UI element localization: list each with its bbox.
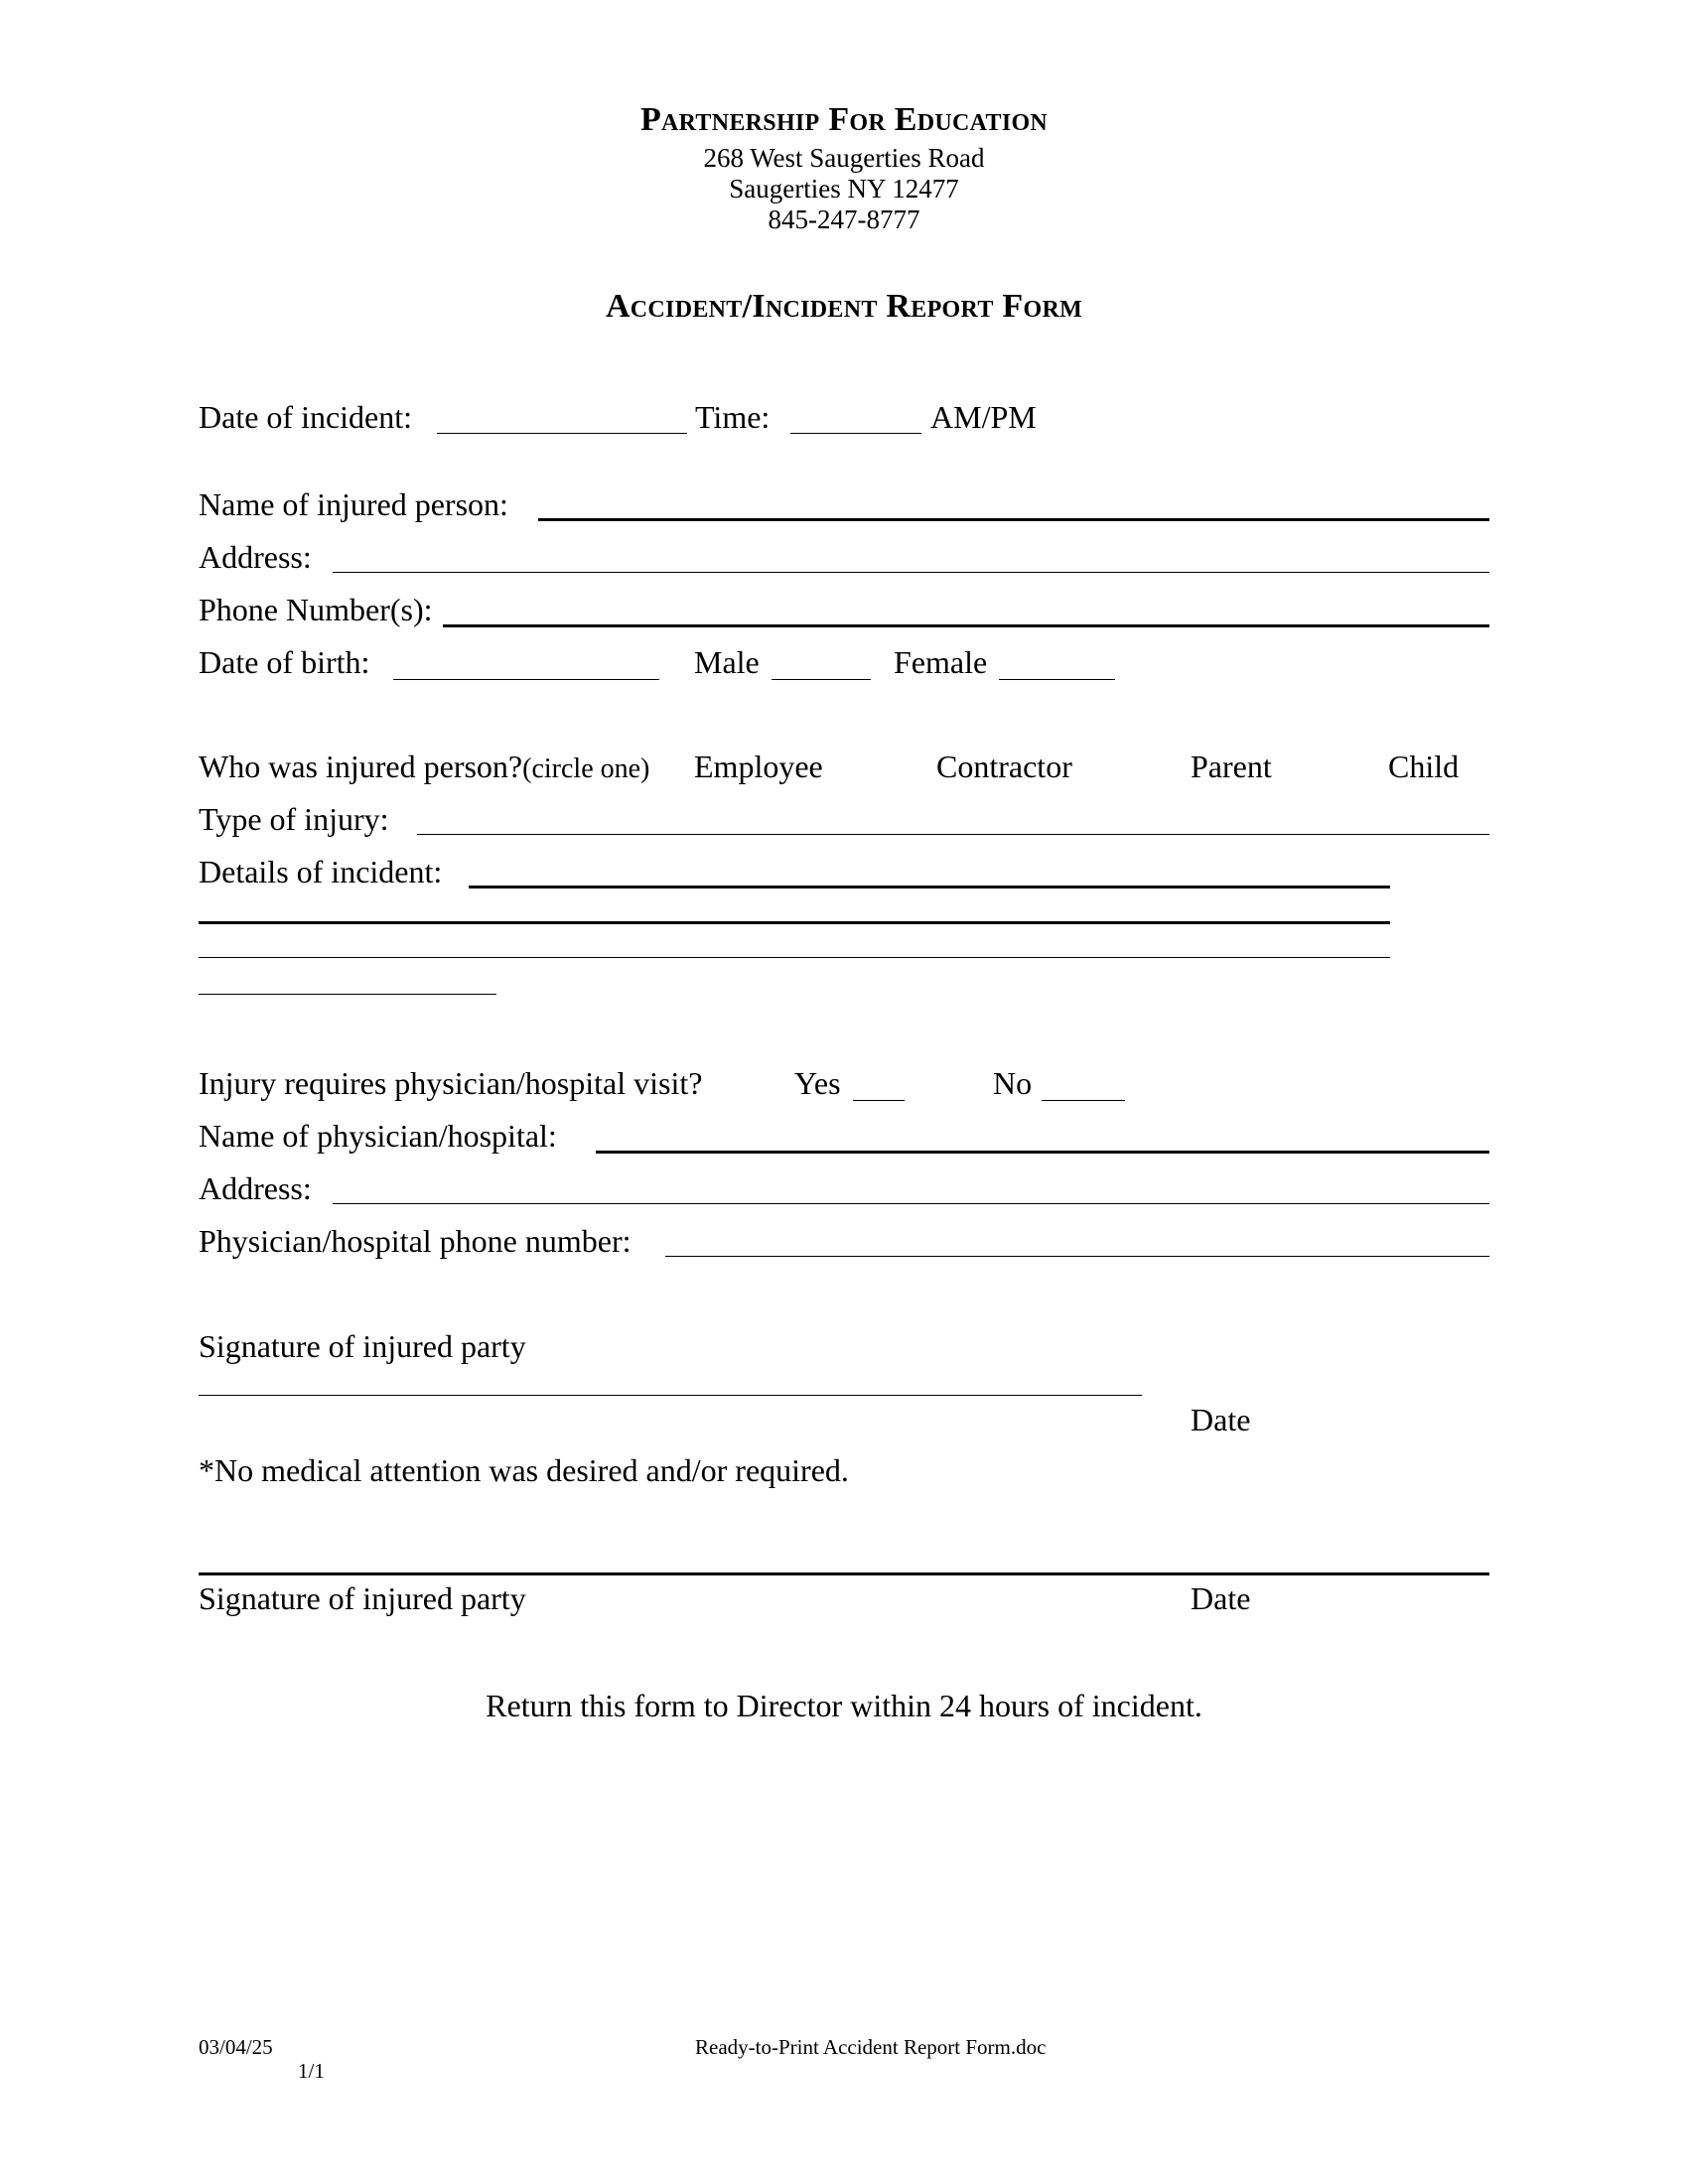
details-line-3[interactable]: [199, 957, 1390, 958]
no-label: No: [993, 1065, 1033, 1101]
male-line[interactable]: [772, 679, 871, 680]
signature-2-label: Signature of injured party: [199, 1580, 526, 1616]
type-of-injury-label: Type of injury:: [199, 801, 389, 837]
time-line[interactable]: [790, 433, 921, 434]
physician-name-label: Name of physician/hospital:: [199, 1118, 557, 1154]
organization-phone: 845-247-8777: [768, 205, 920, 234]
role-option-employee[interactable]: Employee: [694, 749, 823, 784]
time-label: Time:: [695, 399, 771, 435]
signature-2-line[interactable]: [199, 1572, 1489, 1575]
address-line-1: 268 West Saugerties Road: [703, 143, 985, 173]
male-label: Male: [694, 644, 760, 680]
physician-phone-line[interactable]: [665, 1256, 1489, 1257]
address-line[interactable]: [333, 572, 1489, 573]
organization-name: [0, 103, 1688, 137]
physician-name-line[interactable]: [596, 1151, 1489, 1154]
who-injured-text: Who was injured person?: [199, 749, 523, 784]
date-of-birth-label: Date of birth:: [199, 644, 370, 680]
footer-page-number: 1/1: [298, 2059, 325, 2083]
physician-address-label: Address:: [199, 1170, 312, 1206]
return-instructions: Return this form to Director within 24 hours of incident.: [486, 1688, 1202, 1723]
who-injured-label: [199, 751, 649, 783]
org-name-text: Partnership For Education: [639, 101, 1049, 138]
no-medical-note: *No medical attention was desired and/or required.: [199, 1452, 849, 1488]
address-line-2: Saugerties NY 12477: [729, 174, 959, 204]
role-option-parent[interactable]: Parent: [1191, 749, 1272, 784]
details-of-incident-label: Details of incident:: [199, 854, 443, 889]
date-2-label: Date: [1191, 1580, 1251, 1616]
form-title: [0, 290, 1688, 324]
role-option-contractor[interactable]: Contractor: [936, 749, 1072, 784]
signature-1-label: Signature of injured party: [199, 1328, 526, 1364]
footer-date: 03/04/25: [199, 2035, 273, 2059]
physician-phone-label: Physician/hospital phone number:: [199, 1223, 632, 1259]
circle-one-hint: (circle one): [522, 753, 650, 784]
yes-label: Yes: [794, 1065, 841, 1101]
date-1-label: Date: [1191, 1402, 1251, 1437]
date-of-incident-label: Date of incident:: [199, 399, 413, 435]
footer-filename: Ready-to-Print Accident Report Form.doc: [695, 2035, 1047, 2059]
details-line-4[interactable]: [199, 994, 496, 995]
phone-numbers-label: Phone Number(s):: [199, 592, 433, 627]
type-of-injury-line[interactable]: [417, 834, 1489, 835]
date-of-birth-line[interactable]: [393, 679, 659, 680]
female-line[interactable]: [999, 679, 1115, 680]
no-line[interactable]: [1042, 1100, 1125, 1101]
female-label: Female: [894, 644, 988, 680]
name-injured-line[interactable]: [538, 518, 1489, 521]
address-label: Address:: [199, 539, 312, 575]
details-line-2[interactable]: [199, 921, 1390, 924]
form-title-text: Accident/Incident Report Form: [605, 288, 1083, 325]
role-option-child[interactable]: Child: [1388, 749, 1460, 784]
yes-line[interactable]: [853, 1100, 905, 1101]
phone-numbers-line[interactable]: [443, 624, 1489, 627]
date-of-incident-line[interactable]: [437, 433, 687, 434]
signature-1-line[interactable]: [199, 1395, 1142, 1396]
details-line-1[interactable]: [469, 886, 1390, 888]
physician-visit-label: Injury requires physician/hospital visit?: [199, 1065, 703, 1101]
name-injured-label: Name of injured person:: [199, 486, 508, 522]
physician-address-line[interactable]: [333, 1203, 1489, 1204]
am-pm-label: AM/PM: [930, 399, 1037, 435]
